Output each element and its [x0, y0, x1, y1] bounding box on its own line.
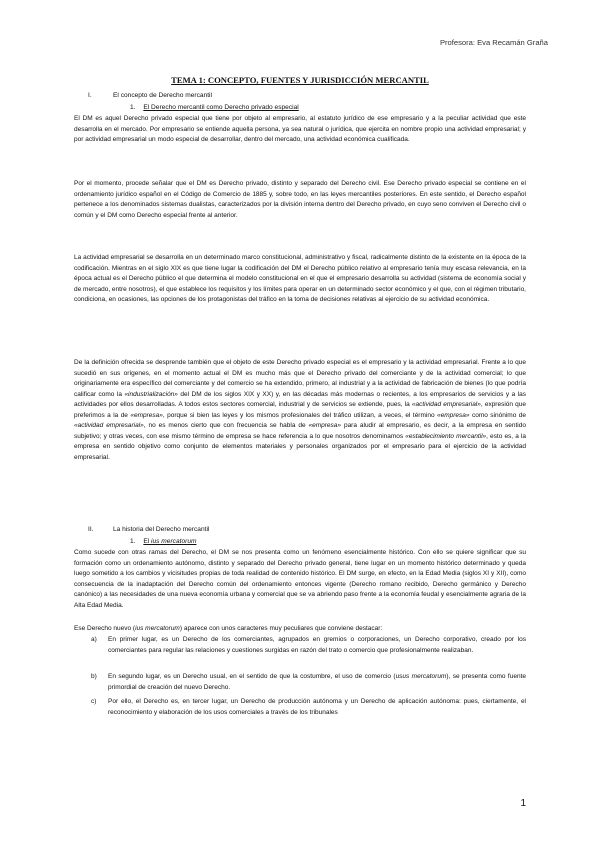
- p4-text-h: , esto es, a la empresa en sentido objetivo como conjunto de elementos materiales y personales organizados por el empresario para el ejercicio de la actividad empresarial.: [74, 432, 526, 461]
- page-number: 1: [520, 798, 526, 809]
- section-1-roman: I.: [88, 92, 92, 99]
- list-item-a-label: a): [91, 636, 97, 643]
- p4-italic-5: «actividad empresarial»: [74, 422, 144, 430]
- p6-italic: ius mercatorum: [135, 625, 180, 632]
- p4-text-f: , no es menos cierto que con frecuencia se habla de: [143, 422, 309, 430]
- paragraph-1: El DM es aquel Derecho privado especial que tiene por objeto al empresario, al estatuto jurídico de ese empresario y a la peculiar actividad que este desarrolla en el mercado. Por empresario se entiende aquella persona, ya sea natural o jurídica, que ejercita en nombre propio una actividad empresarial; y por actividad empresarial un modo especial de desarrollar, dentro del mercado, una actividad económica cualificada.: [74, 115, 526, 144]
- p4-italic-1: «industrialización»: [124, 390, 178, 398]
- section-2-heading: [88, 525, 210, 535]
- list-item-b-text-a: En segundo lugar, es un Derecho usual, en el sentido de que la costumbre, el uso de comercio (: [108, 673, 396, 680]
- p4-text-a: De la definición ofrecida se desprende también que el objeto de este Derecho privado especial es el empresario y la actividad empresarial. Frente a lo que sucedió en sus orígenes, en el momento actual el DM es mucho más que el Derecho privado del comerciante y de la actividad comercial; lo que originariamente era específico del comerciante y del comercio se ha extendido, primero, al industrial y a la actividad de fabricación de bienes (lo que podría calificar como la: [74, 359, 526, 398]
- list-item-b-label: b): [91, 673, 97, 680]
- section-1-heading: [88, 91, 212, 101]
- p4-text-b: del DM de los siglos XIX y XX) y, en las décadas más modernas o recientes, a los empresarios de servicios y a las actividades por ellos desarrolladas. A todos estos sectores comercial, industrial y de servicios se extiende, pues, la: [74, 390, 527, 409]
- subsection-2-1-title-prefix: El: [143, 538, 152, 545]
- paragraph-4: [74, 358, 526, 463]
- p4-italic-6: «empresa»: [308, 422, 342, 430]
- paragraph-5: Como sucede con otras ramas del Derecho, el DM se nos presenta como un fenómeno esencialmente histórico. Con ello se quiere significar que su formación como un ordenamiento autónomo, distinto y separado del Derecho privado general, tiene lugar en un momento histórico determinado y queda luego sometido a los cambios y vicisitudes propias de toda realidad de contenido histórico. El DM surge, en efecto, en la Edad Media (siglos XI y XII), como consecuencia de la inadaptación del Derecho común del ordenamiento entonces vigente (Derecho romano recibido, Derecho germánico y Derecho canónico) a las necesidades de una nueva economía urbana y comercial que se va abriendo paso frente a la economía feudal y esencialmente agraria de la Alta Edad Media.: [74, 549, 526, 609]
- list-item-a-text: En primer lugar, es un Derecho de los comerciantes, agrupados en gremios o corporaciones, un Derecho corporativo, creado por los comerciantes para regular las relaciones y cuestiones surgidas en razón del trato o comercio que profesionalmente realizaban.: [108, 636, 526, 654]
- section-2-title: La historia del Derecho mercantil: [113, 526, 210, 533]
- subsection-2-1-num: 1.: [130, 538, 136, 545]
- subsection-1-1-title: El Derecho mercantil como Derecho privado especial: [143, 104, 299, 111]
- subsection-2-1-title: [143, 538, 196, 545]
- p4-italic-2: «actividad empresarial»: [411, 401, 481, 409]
- p4-text-g: para aludir al empresario, es decir, a la empresa en sentido subjetivo; y otras veces, con ese mismo término de empresa se hace referencia a lo que nosotros denominamos: [74, 422, 526, 440]
- list-item-b-text: [108, 672, 526, 693]
- p4-italic-4: «empresa»: [437, 411, 470, 419]
- p4-text-e: como sinónimo de: [469, 411, 526, 419]
- p6-text-b: ) aparece con unos caracteres muy peculiares que conviene destacar:: [179, 625, 383, 632]
- subsection-1-1-num: 1.: [130, 104, 136, 111]
- list-item-b-text-b: ), se presenta como fuente primordial de creación del nuevo Derecho.: [108, 673, 526, 691]
- p6-text-a: Ese Derecho nuevo (: [74, 625, 136, 632]
- section-1-title: El concepto de Derecho mercantil: [113, 92, 212, 99]
- list-item-c-label: c): [91, 698, 97, 705]
- paragraph-6: [74, 624, 526, 635]
- subsection-1-1-heading: [130, 103, 299, 113]
- list-item-b-italic: usus mercatorum: [395, 673, 447, 680]
- subsection-2-1-title-italic: ius mercatorum: [151, 538, 197, 545]
- p4-text-c: , expresión que preferimos a la de: [74, 401, 527, 419]
- p4-text-d: , porque si bien las leyes y los mismos profesionales del tráfico utilizan, a veces, el término: [162, 411, 437, 419]
- p4-italic-3: «empresa»: [130, 411, 163, 419]
- page-title: TEMA 1: CONCEPTO, FUENTES Y JURISDICCIÓN MERCANTIL: [171, 75, 429, 85]
- section-2-roman: II.: [88, 526, 94, 533]
- header-author: Profesora: Eva Recamán Graña: [439, 38, 548, 47]
- paragraph-3: La actividad empresarial se desarrolla en un determinado marco constitucional, administrativo y fiscal, radicalmente distinto de la existente en la época de la codificación. Mientras en el siglo XIX es que tiene lugar la codificación del DM el Derecho público relativo al empresario tenía muy escasa relevancia, en la época actual es el Derecho público el que determina el modelo constitucional en el que el empresario desarrolla su actividad (sistema de economía social y de mercado, entre nosotros), el que establece los requisitos y los límites para operar en un determinado sector económico y el que, con el régimen tributario, condiciona, en ocasiones, las opciones de los protagonistas del tráfico en la toma de decisiones relativas al ejercicio de su actividad económica.: [74, 254, 526, 304]
- paragraph-2: Por el momento, procede señalar que el DM es Derecho privado, distinto y separado del Derecho civil. Ese Derecho privado especial se contiene en el ordenamiento jurídico español en el Código de Comercio de 1885 y, sobre todo, en las leyes mercantiles posteriores. En este sentido, el Derecho español pertenece a los denominados sistemas dualistas, caracterizados por la división interna dentro del Derecho privado, en cuyo seno conviven el Derecho civil o común y el DM como Derecho especial frente al anterior.: [74, 180, 526, 219]
- p4-italic-7: «establecimiento mercantil»: [405, 432, 487, 440]
- subsection-2-1-heading: [130, 537, 196, 547]
- list-item-c-text: Por ello, el Derecho es, en tercer lugar, un Derecho de producción autónoma y un Derecho de aplicación autónoma: pues, ciertamente, el reconocimiento y elaboración de los usos comerciales a través de los tribunales: [108, 698, 526, 716]
